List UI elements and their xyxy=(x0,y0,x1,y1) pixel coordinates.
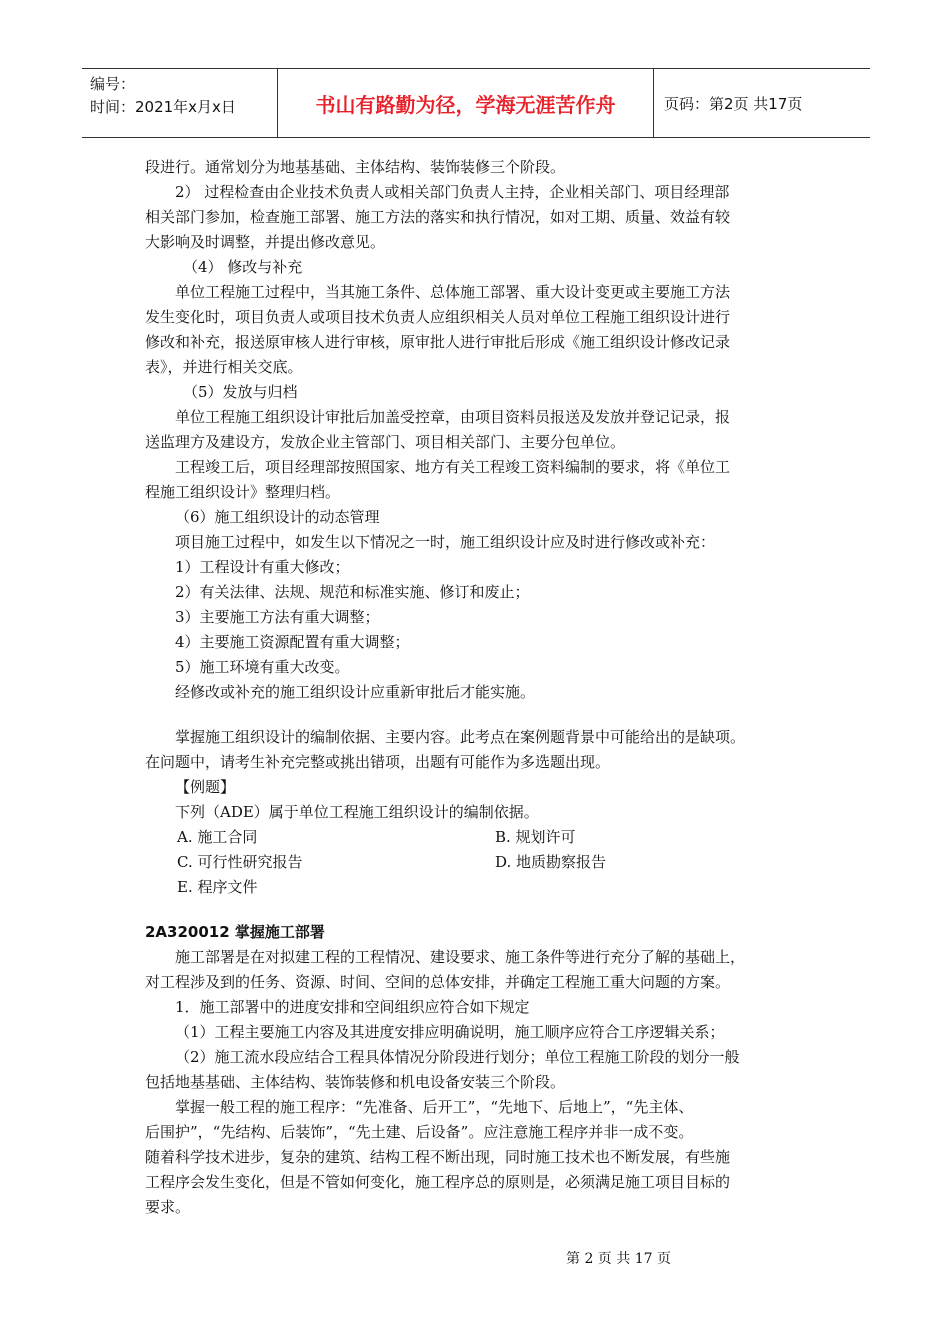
choice-row xyxy=(145,825,825,850)
spacer xyxy=(145,900,825,920)
header-motto: 书山有路勤为径，学海无涯苦作舟 xyxy=(278,69,654,137)
document-body xyxy=(145,155,825,1220)
header-meta xyxy=(82,69,278,137)
text-line: 随着科学技术进步，复杂的建筑、结构工程不断出现，同时施工技术也不断发展，有些施 xyxy=(145,1148,731,1166)
choice-row xyxy=(145,875,825,900)
text-line: （2）施工流水段应结合工程具体情况分阶段进行划分；单位工程施工阶段的划分一般 xyxy=(175,1048,740,1066)
text-line: 施工部署是在对拟建工程的工程情况、建设要求、施工条件等进行充分了解的基础上， xyxy=(175,948,746,966)
text-line: 相关部门参加，检查施工部署、施工方法的落实和执行情况，如对工期、质量、效益有较 xyxy=(145,208,731,226)
subsection-title: （6）施工组织设计的动态管理 xyxy=(175,508,380,526)
choice-row xyxy=(145,850,825,875)
text-line: 修改和补充，报送原审核人进行审核，原审批人进行审批后形成《施工组织设计修改记录 xyxy=(145,333,731,351)
text-line: 对工程涉及到的任务、资源、时间、空间的总体安排，并确定工程施工重大问题的方案。 xyxy=(145,973,731,991)
text-line: 包括地基基础、主体结构、装饰装修和机电设备安装三个阶段。 xyxy=(145,1073,566,1091)
text-line: 单位工程施工过程中，当其施工条件、总体施工部署、重大设计变更或主要施工方法 xyxy=(175,283,731,301)
text-line: 后围护”，“先结构、后装饰”，“先土建、后设备”。应注意施工程序并非一成不变。 xyxy=(145,1123,694,1141)
text-line: 项目施工过程中，如发生以下情况之一时，施工组织设计应及时进行修改或补充： xyxy=(175,533,716,551)
text-line: 单位工程施工组织设计审批后加盖受控章，由项目资料员报送及发放并登记记录，报 xyxy=(175,408,731,426)
text-line: 送监理方及建设方，发放企业主管部门、项目相关部门、主要分包单位。 xyxy=(145,433,626,451)
text-line: 掌握施工组织设计的编制依据、主要内容。此考点在案例题背景中可能给出的是缺项。 xyxy=(175,728,746,746)
spacer xyxy=(145,705,825,725)
text-line: 掌握一般工程的施工程序：“先准备、后开工”，“先地下、后地上”，“先主体、 xyxy=(175,1098,694,1116)
list-item: 3）主要施工方法有重大调整； xyxy=(175,608,380,626)
text-line: 要求。 xyxy=(145,1198,191,1216)
doc-date-label: 时间：2021年x月x日 xyxy=(90,98,236,116)
subsection-title: （4） 修改与补充 xyxy=(183,258,303,276)
text-line: 发生变化时，项目负责人或项目技术负责人应组织相关人员对单位工程施工组织设计进行 xyxy=(145,308,731,326)
page-footer: 第 2 页 共 17 页 xyxy=(566,1251,671,1267)
text-line: 2） 过程检查由企业技术负责人或相关部门负责人主持，企业相关部门、项目经理部 xyxy=(175,183,730,201)
text-line: 段进行。通常划分为地基基础、主体结构、装饰装修三个阶段。 xyxy=(145,158,566,176)
text-line: 工程竣工后，项目经理部按照国家、地方有关工程竣工资料编制的要求，将《单位工 xyxy=(175,458,731,476)
choice-c: C. 可行性研究报告 xyxy=(177,853,303,871)
choice-d: D. 地质勘察报告 xyxy=(495,853,607,871)
text-line: 表》，并进行相关交底。 xyxy=(145,358,303,376)
text-line: 1．施工部署中的进度安排和空间组织应符合如下规定 xyxy=(175,998,530,1016)
header-page-label: 页码：第2页 共17页 xyxy=(664,94,803,113)
choice-a: A. 施工合同 xyxy=(177,828,258,846)
text-line: （1）工程主要施工内容及其进度安排应明确说明，施工顺序应符合工序逻辑关系； xyxy=(175,1023,725,1041)
section-heading: 2A320012 掌握施工部署 xyxy=(145,923,325,941)
list-item: 2）有关法律、法规、规范和标准实施、修订和废止； xyxy=(175,583,530,601)
text-line: 在问题中，请考生补充完整或挑出错项，出题有可能作为多选题出现。 xyxy=(145,753,611,771)
text-line: 大影响及时调整，并提出修改意见。 xyxy=(145,233,386,251)
list-item: 1）工程设计有重大修改； xyxy=(175,558,350,576)
page-header xyxy=(82,68,870,138)
choice-e: E. 程序文件 xyxy=(177,878,258,896)
example-label: 【例题】 xyxy=(175,778,236,796)
example-question: 下列（ADE）属于单位工程施工组织设计的编制依据。 xyxy=(175,803,539,821)
subsection-title: （5）发放与归档 xyxy=(183,383,298,401)
choice-b: B. 规划许可 xyxy=(495,828,576,846)
text-line: 程施工组织设计》整理归档。 xyxy=(145,483,341,501)
doc-number-label: 编号： xyxy=(90,75,136,93)
list-item: 5）施工环境有重大改变。 xyxy=(175,658,350,676)
list-item: 4）主要施工资源配置有重大调整； xyxy=(175,633,410,651)
text-line: 经修改或补充的施工组织设计应重新审批后才能实施。 xyxy=(175,683,536,701)
text-line: 工程序会发生变化，但是不管如何变化，施工程序总的原则是，必须满足施工项目目标的 xyxy=(145,1173,731,1191)
